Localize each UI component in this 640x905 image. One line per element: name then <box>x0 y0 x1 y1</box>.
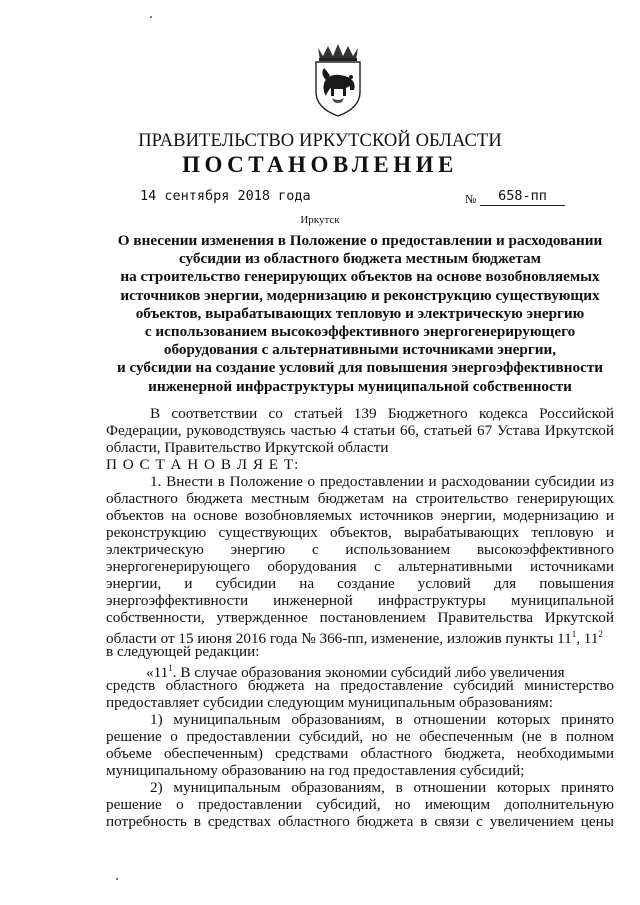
body-line: средств областного бюджета на предоставление субсидий министерство <box>106 677 614 694</box>
document-type: ПОСТАНОВЛЕНИЕ <box>182 152 458 177</box>
title-line: и субсидии на создание условий для повышения энергоэффективности <box>116 359 604 377</box>
body-line: объектов на основе возобновляемых источников энергии, модернизацию и <box>106 507 614 524</box>
title-line: объектов, вырабатывающих тепловую и электрическую энергию <box>135 304 585 322</box>
scan-speck <box>150 16 152 18</box>
document-date: 14 сентября 2018 года <box>140 188 311 204</box>
body-line: области, Правительство Иркутской области <box>106 439 389 456</box>
body-line: объеме обеспеченным) средствами областного бюджета, необходимыми <box>106 745 614 762</box>
body-line: решение о предоставлении субсидий, но не обеспеченным (не в полном <box>106 728 614 745</box>
body-line: в следующей редакции: <box>106 643 260 660</box>
title-line: инженерной инфраструктуры муниципальной собственности <box>148 377 572 395</box>
body-line: предоставляет субсидии следующим муниципальным образованиям: <box>106 694 553 711</box>
title-line: источников энергии, модернизацию и реконструкцию существующих <box>120 286 600 304</box>
document-city: Иркутск <box>300 214 340 226</box>
number-label: № <box>465 192 477 206</box>
document-body <box>106 405 614 830</box>
point-11-1-line: «$11^1$. В случае образования экономии субсидий либо увеличения <box>146 663 565 682</box>
body-line: муниципальному образованию на год предоставления субсидий; <box>106 762 525 779</box>
title-line: с использованием высокоэффективного энергогенерирующего <box>144 323 576 341</box>
document-number: 658-пп <box>480 188 565 206</box>
resolves-line: П О С Т А Н О В Л Я Е Т: <box>106 456 300 473</box>
body-line: потребность в средствах областного бюджета в связи с увеличением цены <box>106 813 614 830</box>
body-line: 1. Внести в Положение о предоставлении и расходовании субсидии из <box>150 473 614 490</box>
body-line: реконструкцию существующих объектов, вырабатывающих тепловую и <box>106 524 614 541</box>
title-line: на строительство генерирующих объектов на основе возобновляемых <box>120 268 600 286</box>
document-title <box>100 232 620 396</box>
body-line: электрическую энергию с использованием высокоэффективного <box>106 541 614 558</box>
body-line: 1) муниципальным образованиям, в отношении которых принято <box>150 711 614 728</box>
body-line: В соответствии со статьей 139 Бюджетного кодекса Российской <box>150 405 614 422</box>
body-line: областного бюджета местным бюджетам на строительство генерирующих <box>106 490 614 507</box>
body-line: 2) муниципальным образованиям, в отношении которых принято <box>150 779 614 796</box>
title-line: оборудования с альтернативными источниками энергии, <box>163 341 557 359</box>
body-line: решение о предоставлении субсидий, но имеющим дополнительную <box>106 796 614 813</box>
government-name: ПРАВИТЕЛЬСТВО ИРКУТСКОЙ ОБЛАСТИ <box>138 131 502 151</box>
coat-of-arms-emblem <box>306 40 370 118</box>
body-line: энергоэффективности инженерной инфраструктуры муниципальной <box>106 592 614 609</box>
body-line: собственности, утвержденное постановлением Правительства Иркутской <box>106 609 614 626</box>
title-line: О внесении изменения в Положение о предоставлении и расходовании <box>117 232 603 249</box>
body-line: Федерации, руководствуясь частью 4 статьи 66, статьей 67 Устава Иркутской <box>106 422 614 439</box>
scan-speck <box>116 878 118 880</box>
body-line: энергогенерирующего оборудования с альтернативными источниками <box>106 558 614 575</box>
body-line-with-points: области от 15 июня 2016 года № 366-пп, изменение, изложив пункты $11^1$, $11^2$ <box>106 629 603 648</box>
title-line: субсидии из областного бюджета местным бюджетам <box>178 250 541 268</box>
body-line: энергии, и субсидии на создание условий для повышения <box>106 575 614 592</box>
